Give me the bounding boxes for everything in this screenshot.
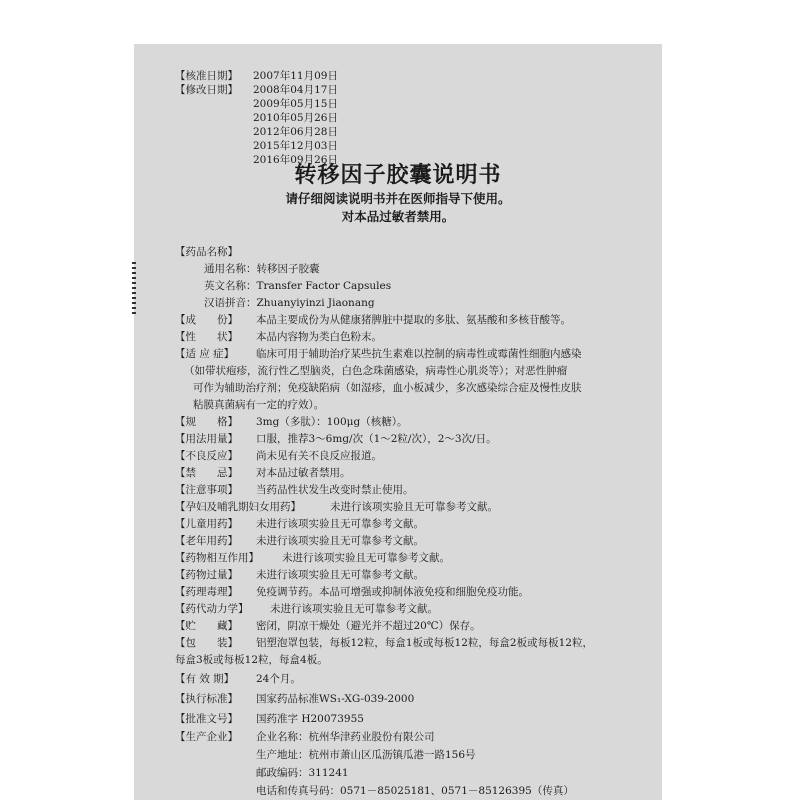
interactions-text: 未进行该项实验且无可靠参考文献。 bbox=[282, 552, 450, 564]
revision-date-label: 【修改日期】 bbox=[175, 84, 238, 96]
contraindications-label: 【禁 忌】 bbox=[175, 467, 238, 479]
ingredients-text: 本品主要成份为从健康猪脾脏中提取的多肽、氨基酸和多核苷酸等。 bbox=[256, 314, 571, 326]
contraindications-text: 对本品过敏者禁用。 bbox=[256, 467, 351, 479]
indications-text: 可作为辅助治疗剂；免疫缺陷病（如湿疹，血小板减少，多次感染综合症及慢性皮肤 bbox=[193, 382, 582, 394]
revision-date: 2016年09月26日 bbox=[253, 154, 338, 166]
validity-label: 【有 效 期】 bbox=[175, 673, 235, 685]
storage-text: 密闭，阴凉干燥处（避光并不超过20℃）保存。 bbox=[256, 620, 481, 632]
precautions-label: 【注意事项】 bbox=[175, 484, 238, 496]
approval-number-text: 国药准字 H20073955 bbox=[256, 713, 364, 725]
dosage-label: 【用法用量】 bbox=[175, 433, 238, 445]
validity-text: 24个月。 bbox=[256, 673, 301, 685]
packaging-text: 每盒3板或每板12粒，每盒4板。 bbox=[175, 654, 328, 666]
adverse-reactions-text: 尚未见有关不良反应报道。 bbox=[256, 450, 382, 462]
manufacturer-postcode: 邮政编码：311241 bbox=[256, 767, 349, 779]
children-text: 未进行该项实验且无可靠参考文献。 bbox=[256, 518, 424, 530]
indications-text: 临床可用于辅助治疗某些抗生素难以控制的病毒性或霉菌性细胞内感染 bbox=[256, 348, 582, 360]
drug-name-label: 【药品名称】 bbox=[175, 246, 238, 258]
approval-date: 2007年11月09日 bbox=[253, 70, 338, 82]
revision-date: 2015年12月03日 bbox=[253, 140, 338, 152]
appearance-label: 【性 状】 bbox=[175, 331, 238, 343]
manufacturer-phone: 电话和传真号码：0571－85025181、0571－85126395（传真） bbox=[256, 785, 574, 797]
pharmacology-label: 【药理毒理】 bbox=[175, 586, 238, 598]
pharmacology-text: 免疫调节药。本品可增强或抑制体液免疫和细胞免疫功能。 bbox=[256, 586, 529, 598]
manufacturer-label: 【生产企业】 bbox=[175, 731, 238, 743]
scan-edge-marks bbox=[132, 262, 136, 314]
pinyin-name: 汉语拼音：Zhuanyiyinzi Jiaonang bbox=[204, 297, 375, 309]
revision-date: 2008年04月17日 bbox=[253, 84, 338, 96]
pharmacokinetics-label: 【药代动力学】 bbox=[175, 603, 249, 615]
indications-label: 【适 应 症】 bbox=[175, 348, 235, 360]
revision-date: 2009年05月15日 bbox=[253, 98, 338, 110]
overdose-text: 未进行该项实验且无可靠参考文献。 bbox=[256, 569, 424, 581]
revision-date: 2012年06月28日 bbox=[253, 126, 338, 138]
usage-warning: 请仔细阅读说明书并在医师指导下使用。 bbox=[285, 191, 511, 206]
storage-label: 【贮 藏】 bbox=[175, 620, 238, 632]
allergy-warning: 对本品过敏者禁用。 bbox=[341, 209, 455, 224]
pregnancy-label: 【孕妇及哺乳期妇女用药】 bbox=[175, 501, 301, 513]
precautions-text: 当药品性状发生改变时禁止使用。 bbox=[256, 484, 414, 496]
indications-text: （如带状疱疹，流行性乙型脑炎，白色念珠菌感染，病毒性心肌炎等）；对恶性肿瘤 bbox=[184, 365, 568, 377]
overdose-label: 【药物过量】 bbox=[175, 569, 238, 581]
elderly-label: 【老年用药】 bbox=[175, 535, 238, 547]
appearance-text: 本品内容物为类白色粉末。 bbox=[256, 331, 382, 343]
specification-text: 3mg（多肽）：100μg（核糖）。 bbox=[256, 416, 408, 428]
interactions-label: 【药物相互作用】 bbox=[175, 552, 259, 564]
manufacturer-address: 生产地址：杭州市萧山区瓜沥镇瓜港一路156号 bbox=[256, 749, 476, 761]
english-name: 英文名称：Transfer Factor Capsules bbox=[204, 280, 392, 292]
manufacturer-name: 企业名称：杭州华津药业股份有限公司 bbox=[256, 731, 435, 743]
approval-date-label: 【核准日期】 bbox=[175, 70, 238, 82]
children-label: 【儿童用药】 bbox=[175, 518, 238, 530]
packaging-label: 【包 装】 bbox=[175, 637, 238, 649]
elderly-text: 未进行该项实验且无可靠参考文献。 bbox=[256, 535, 424, 547]
document-title: 转移因子胶囊说明书 bbox=[294, 163, 502, 188]
indications-text: 粘膜真菌病有一定的疗效）。 bbox=[193, 399, 325, 411]
pregnancy-text: 未进行该项实验且无可靠参考文献。 bbox=[330, 501, 498, 513]
adverse-reactions-label: 【不良反应】 bbox=[175, 450, 238, 462]
generic-name: 通用名称：转移因子胶囊 bbox=[204, 263, 320, 275]
pharmacokinetics-text: 未进行该项实验且无可靠参考文献。 bbox=[270, 603, 438, 615]
revision-date: 2010年05月26日 bbox=[253, 112, 338, 124]
approval-number-label: 【批准文号】 bbox=[175, 713, 238, 725]
standard-text: 国家药品标准WS₁-XG-039-2000 bbox=[256, 693, 415, 705]
specification-label: 【规 格】 bbox=[175, 416, 238, 428]
standard-label: 【执行标准】 bbox=[175, 693, 238, 705]
packaging-text: 铝塑泡罩包装，每板12粒，每盒1板或每板12粒，每盒2板或每板12粒， bbox=[256, 637, 593, 649]
ingredients-label: 【成 份】 bbox=[175, 314, 238, 326]
dosage-text: 口服，推荐3～6mg/次（1～2粒/次），2～3次/日。 bbox=[256, 433, 497, 445]
